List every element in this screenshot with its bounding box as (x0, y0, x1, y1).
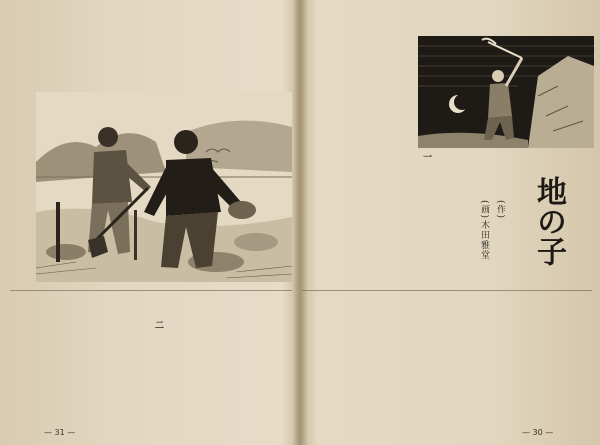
right-upper-text-col-1 (302, 36, 314, 116)
right-page-number: — 30 — (522, 428, 554, 437)
right-lower-text-col-17 (526, 296, 538, 422)
section-number-two: 二 (153, 320, 163, 329)
right-lower-text-col-1 (302, 296, 314, 422)
left-middle-text-col-2 (200, 24, 212, 102)
right-lower-text-col-3 (330, 296, 342, 422)
right-lower-text-col-6 (372, 296, 384, 422)
pickaxe-worker-drawing (418, 36, 594, 148)
left-lower-text-col-9 (134, 296, 146, 422)
right-lower-text-col-9 (414, 296, 426, 422)
right-upper-text-col-8 (400, 36, 412, 116)
right-page (302, 0, 600, 445)
right-lower-text-col-2 (316, 296, 328, 422)
right-page-divider (302, 290, 592, 291)
right-lower-text-col-4 (344, 296, 356, 422)
right-lower-text-col-8 (400, 296, 412, 422)
right-mid-text-col-4 (344, 150, 356, 282)
right-lower-text-col-21 (582, 296, 594, 422)
pickaxe-worker-illustration (418, 36, 594, 148)
left-middle-text-col-4 (228, 24, 240, 102)
left-middle-text-col-5 (242, 24, 254, 102)
right-lower-text-col-20 (568, 296, 580, 422)
right-upper-text-col-7 (386, 36, 398, 116)
right-upper-text-col-2 (316, 36, 328, 116)
illustrator-name: 木田雅堂 (479, 220, 489, 260)
right-lower-text-col-16 (512, 296, 524, 422)
left-lower-text-col-8 (120, 296, 132, 422)
right-mid-text-col-1 (302, 150, 314, 282)
left-upper-text-col-1 (10, 28, 22, 103)
left-middle-text-col-3 (214, 24, 226, 102)
right-lower-text-col-12 (456, 296, 468, 422)
left-page-number: — 31 — (44, 428, 76, 437)
left-lower-text-col-1 (14, 296, 26, 422)
left-lower-text-col-6 (92, 296, 104, 422)
right-mid-text-col-7 (386, 150, 398, 282)
right-upper-text-col-4 (344, 36, 356, 116)
right-lower-text-col-7 (386, 296, 398, 422)
left-lower-text-col-7 (106, 296, 118, 422)
left-middle-text-col-1 (186, 24, 198, 102)
right-lower-text-col-15 (498, 296, 510, 422)
left-page-divider (10, 290, 292, 291)
right-mid-text-col-6 (372, 150, 384, 282)
author-role: (作) (495, 200, 505, 220)
right-mid-text-col-3 (330, 150, 342, 282)
right-lower-text-col-19 (554, 296, 566, 422)
story-title: 地の子 (531, 176, 566, 266)
left-lower-text-col-2 (28, 296, 40, 422)
left-middle-text-col-6 (270, 24, 282, 102)
right-upper-text-col-6 (372, 36, 384, 116)
laborers-illustration (36, 92, 292, 282)
right-lower-text-col-13 (470, 296, 482, 422)
right-lower-text-col-14 (484, 296, 496, 422)
right-lower-text-col-5 (358, 296, 370, 422)
right-upper-text-col-5 (358, 36, 370, 116)
laborers-drawing (36, 92, 292, 282)
right-mid-text-col-2 (316, 150, 328, 282)
left-upper-text-col-2 (24, 28, 36, 103)
right-mid-text-col-5 (358, 150, 370, 282)
right-lower-text-col-18 (540, 296, 552, 422)
right-upper-text-col-3 (330, 36, 342, 116)
section-number-one: 一 (421, 152, 431, 161)
left-page (0, 0, 298, 445)
left-lower-text-col-4 (56, 296, 68, 422)
right-lower-text-col-11 (442, 296, 454, 422)
left-lower-text-col-3 (42, 296, 54, 422)
right-lower-text-col-10 (428, 296, 440, 422)
right-mid-text-col-8 (400, 150, 412, 282)
illustrator-role: (画) (479, 200, 489, 220)
left-lower-text-col-5 (78, 296, 90, 422)
